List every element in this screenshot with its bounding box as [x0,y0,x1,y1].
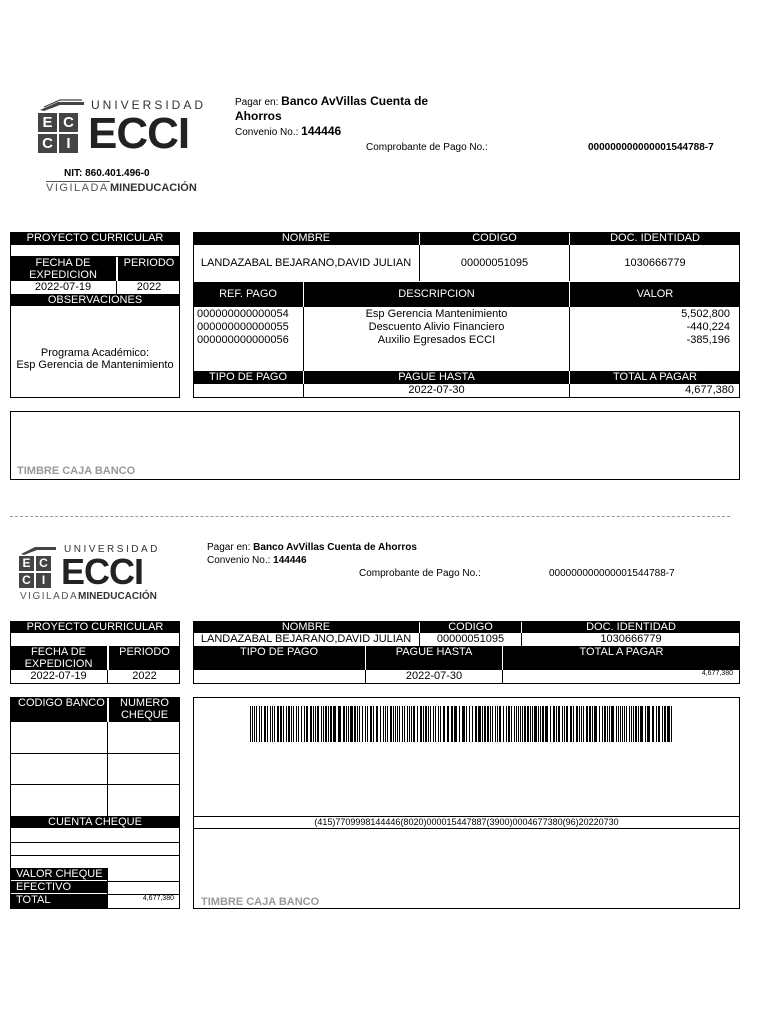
pague-hasta-value: 2022-07-30 [408,384,465,396]
header-numero-cheque: NUMERO CHEQUE [109,697,180,722]
observaciones-line2: Esp Gerencia de Mantenimiento [16,359,174,371]
barcode-bar [556,706,557,742]
barcode-bar [286,706,287,742]
logo-universidad: UNIVERSIDAD [91,98,207,112]
barcode-bar [252,706,253,742]
header-valor: VALOR [570,282,740,307]
barcode-bar [550,706,551,742]
barcode-bar [256,706,257,742]
header-descripcion: DESCRIPCION [304,282,569,307]
pay-at-label: Pagar en: [207,542,251,553]
pay-at [235,94,428,108]
fecha-value: 2022-07-19 [30,670,87,682]
vigilada-text: VIGILADA [46,182,109,194]
bank-name: Banco AvVillas Cuenta de [281,94,429,108]
barcode-bar [558,706,560,742]
barcode-bar [631,706,632,742]
header-efectivo: EFECTIVO [10,881,107,893]
barcode-bar [354,706,356,742]
barcode-bar [497,706,498,742]
barcode-bar [270,706,271,742]
header-total-pagar: TOTAL A PAGAR [503,646,740,670]
barcode-bar [532,706,533,742]
barcode-bar [440,706,441,742]
mineducacion-text: MINEDUCACIÓN [78,591,157,602]
barcode-bar [315,706,316,742]
barcode-bar [397,706,398,742]
convenio [207,555,307,566]
barcode-bar [640,706,643,742]
barcode-bar [472,706,473,742]
barcode-bar [304,706,305,742]
barcode-bar [367,706,368,742]
observaciones-line1: Programa Académico: [40,347,150,359]
barcode-bar [607,706,608,742]
logo-book-icon [19,544,59,556]
university-logo [38,98,207,198]
total-value: 4,677,380 [685,384,734,396]
doc-value: 1030666779 [624,257,686,269]
barcode-bar [395,706,396,742]
barcode-bar [280,706,282,742]
logo-letter-c2: C [38,134,57,153]
barcode-bar [664,706,666,742]
barcode-bar [487,706,489,742]
header-nombre: NOMBRE [193,621,419,633]
logo-letter-c1: C [36,556,51,571]
barcode-bar [359,706,360,742]
header-codigo: CODIGO [420,232,569,245]
header-observaciones: OBSERVACIONES [10,294,180,306]
barcode-bar [562,706,563,742]
item-ref: 000000000000056 [197,334,289,346]
barcode-bar [602,706,603,742]
logo-universidad: UNIVERSIDAD [64,544,160,555]
barcode-bar [516,706,517,742]
item-valor: -385,196 [686,334,730,346]
header-codigo: CODIGO [420,621,521,633]
vigilada-text: VIGILADA [20,591,79,602]
barcode-bar [570,706,572,742]
barcode-bar [469,706,470,742]
barcode-bar [417,706,418,742]
header-pague-hasta: PAGUE HASTA [366,646,502,670]
item-ref: 000000000000054 [197,308,289,320]
barcode-bar [586,706,588,742]
barcode-bar [267,706,268,742]
barcode-bar [433,706,434,742]
barcode-bar [393,706,394,742]
barcode-bar [579,706,580,742]
barcode-bar [629,706,630,742]
barcode-bar [310,706,312,742]
barcode-bar [527,706,529,742]
barcode-bar [376,706,378,742]
convenio-number: 144446 [273,555,307,566]
logo-letter-i: I [36,573,51,588]
barcode-bar [506,706,507,742]
barcode-bar [328,706,329,742]
barcode-bar [576,706,578,742]
header-proyecto: PROYECTO CURRICULAR [10,232,180,245]
barcode-bar [259,706,260,742]
logo-letter-e: E [38,113,57,132]
periodo-value: 2022 [136,281,162,293]
barcode-bar [451,706,453,742]
header-total-pagar: TOTAL A PAGAR [570,371,740,384]
barcode-bar [323,706,324,742]
barcode-bar [385,706,386,742]
item-ref: 000000000000055 [197,321,289,333]
barcode-bar [667,706,670,742]
barcode-bar [301,706,302,742]
barcode-bar [293,706,294,742]
barcode-text: (415)7709998144446(8020)000015447887(3900)0004677380(96)20220730 [314,817,619,827]
codigo-value: 00000051095 [460,257,529,269]
barcode-bar [272,706,273,742]
barcode-bar [317,706,319,742]
item-desc: Descuento Alivio Financiero [368,321,505,333]
periodo-value: 2022 [132,670,157,682]
barcode-bar [428,706,429,742]
nombre-value: LANDAZABAL BEJARANO,DAVID JULIAN [200,257,412,269]
barcode-bar [321,706,322,742]
barcode-bar [254,706,255,742]
logo-letter-c2: C [19,573,34,588]
pay-at-label: Pagar en: [235,97,279,108]
barcode-bar [524,706,526,742]
barcode-bar [274,706,275,742]
barcode-bar [411,706,412,742]
barcode-bar [583,706,584,742]
barcode-bar [633,706,634,742]
barcode-bar [291,706,292,742]
barcode-bar [346,706,347,742]
item-desc: Auxilio Egresados ECCI [377,334,496,346]
barcode-bar [390,706,392,742]
convenio-number: 144446 [301,124,342,138]
convenio-label: Convenio No.: [235,127,299,138]
barcode-bar [264,706,266,742]
barcode-bar [499,706,501,742]
barcode-bar [545,706,548,742]
barcode-bar [553,706,555,742]
comprobante-number: 000000000000001544788-7 [549,568,675,579]
barcode-bar [306,706,308,742]
header-doc: DOC. IDENTIDAD [570,232,740,245]
barcode-bar [656,706,657,742]
item-desc: Esp Gerencia Mantenimiento [365,308,508,320]
barcode-bar [616,706,617,742]
barcode-bar [484,706,486,742]
barcode-bar [330,706,332,742]
barcode-bar [357,706,358,742]
barcode-bar [573,706,574,742]
barcode-bar [518,706,519,742]
comprobante-number: 000000000000001544788-7 [588,142,714,153]
barcode-bar [599,706,600,742]
barcode-bar [626,706,627,742]
comprobante-label: Comprobante de Pago No.: [366,142,488,153]
logo-letter-i: I [59,134,78,153]
logo-letter-c1: C [59,113,78,132]
barcode-bar [514,706,515,742]
nombre-value: LANDAZABAL BEJARANO,DAVID JULIAN [200,633,412,645]
logo-ecci-text: ECCI [61,551,144,592]
barcode-bar [380,706,381,742]
barcode-bar [503,706,504,742]
pague-hasta-value: 2022-07-30 [405,670,463,682]
codigo-value: 00000051095 [436,633,505,645]
barcode-bar [530,706,531,742]
header-tipo-pago: TIPO DE PAGO [193,371,303,384]
barcode-bar [611,706,614,742]
barcode-bar [362,706,363,742]
barcode-bar [250,706,251,742]
barcode-bar [365,706,366,742]
barcode-bar [313,706,314,742]
barcode-bar [540,706,541,742]
header-periodo: PERIODO [109,646,180,670]
fecha-value: 2022-07-19 [34,281,92,293]
barcode-bar [538,706,539,742]
barcode-bar [454,706,457,742]
barcode-bar [508,706,510,742]
barcode-bar [622,706,623,742]
barcode-bar [288,706,290,742]
barcode-bar [609,706,610,742]
barcode-bar [261,706,262,742]
barcode-bar [581,706,582,742]
barcode-bar [407,706,408,742]
barcode-bar [495,706,496,742]
barcode-bar [325,706,327,742]
barcode-bar [277,706,279,742]
barcode-bar [435,706,436,742]
barcode-bar [402,706,403,742]
header-valor-cheque: VALOR CHEQUE [10,868,107,880]
barcode-bar [373,706,374,742]
barcode-bar [604,706,606,742]
barcode-bar [283,706,284,742]
header-ref-pago: REF. PAGO [193,282,303,307]
barcode-bar [296,706,297,742]
barcode-bar [662,706,663,742]
barcode-bar [338,706,341,742]
convenio-label: Convenio No.: [207,555,271,566]
barcode-bar [478,706,481,742]
barcode-bar [459,706,460,742]
barcode-bar [420,706,422,742]
header-proyecto: PROYECTO CURRICULAR [10,621,180,633]
convenio [235,124,341,138]
barcode-bar [620,706,621,742]
bank-name: Banco AvVillas Cuenta de Ahorros [253,542,417,553]
barcode-bar [413,706,415,742]
university-logo-small [19,544,159,608]
barcode-bar [438,706,439,742]
barcode-bar [658,706,660,742]
barcode-bar [534,706,537,742]
barcode-bar [425,706,427,742]
barcode-bar [443,706,445,742]
barcode-bar [343,706,345,742]
barcode-bar [592,706,593,742]
barcode-bar [511,706,512,742]
barcode-bar [409,706,410,742]
barcode-bar [594,706,597,742]
barcode-bar [475,706,477,742]
barcode-bar [520,706,521,742]
barcode-bar [462,706,465,742]
barcode-bar [482,706,483,742]
barcode-image [250,706,675,742]
barcode-bar [624,706,625,742]
header-fecha: FECHA DE EXPEDICION [10,257,116,281]
header-nombre: NOMBRE [193,232,419,245]
barcode-bar [618,706,619,742]
logo-book-icon [38,98,88,112]
total-value: 4,677,380 [701,670,733,677]
barcode-bar [350,706,353,742]
barcode-bar [387,706,388,742]
mineducacion-text: MINEDUCACIÓN [110,182,197,194]
barcode-bar [492,706,493,742]
item-valor: 5,502,800 [681,308,730,320]
barcode-bar [404,706,405,742]
barcode-bar [423,706,424,742]
header-periodo: PERIODO [118,257,180,281]
barcode-bar [522,706,523,742]
barcode-bar [348,706,349,742]
barcode-bar [652,706,654,742]
barcode-bar [564,706,565,742]
nit-text: NIT: 860.401.496-0 [64,168,150,179]
comprobante-label: Comprobante de Pago No.: [359,568,481,579]
check-total-value: 4,677,380 [142,895,174,902]
barcode-bar [370,706,372,742]
barcode-bar [447,706,449,742]
barcode-bar [430,706,431,742]
barcode-bar [645,706,646,742]
header-total: TOTAL [10,894,107,909]
barcode-bar [671,706,672,742]
logo-letter-e: E [19,556,34,571]
header-tipo-pago: TIPO DE PAGO [193,646,365,670]
item-valor: -440,224 [686,321,730,333]
barcode-bar [638,706,639,742]
barcode-bar [542,706,544,742]
barcode-bar [490,706,491,742]
bank-name-line2: Ahorros [235,109,282,123]
header-pague-hasta: PAGUE HASTA [304,371,569,384]
header-codigo-banco: CODIGO BANCO [10,697,107,722]
barcode-bar [566,706,568,742]
barcode-bar [466,706,467,742]
timbre-label: TIMBRE CAJA BANCO [17,465,136,477]
barcode-bar [383,706,384,742]
barcode-bar [333,706,336,742]
header-fecha: FECHA DE EXPEDICION [10,646,107,670]
logo-ecci-text: ECCI [88,109,190,158]
barcode-bar [635,706,637,742]
barcode-bar [399,706,400,742]
header-doc: DOC. IDENTIDAD [522,621,740,633]
timbre-label: TIMBRE CAJA BANCO [201,896,320,908]
barcode-bar [589,706,591,742]
pay-at [207,542,417,553]
barcode-bar [647,706,650,742]
doc-value: 1030666779 [600,633,662,645]
header-cuenta-cheque: CUENTA CHEQUE [10,816,180,828]
cut-line [10,516,730,517]
barcode-bar [298,706,299,742]
